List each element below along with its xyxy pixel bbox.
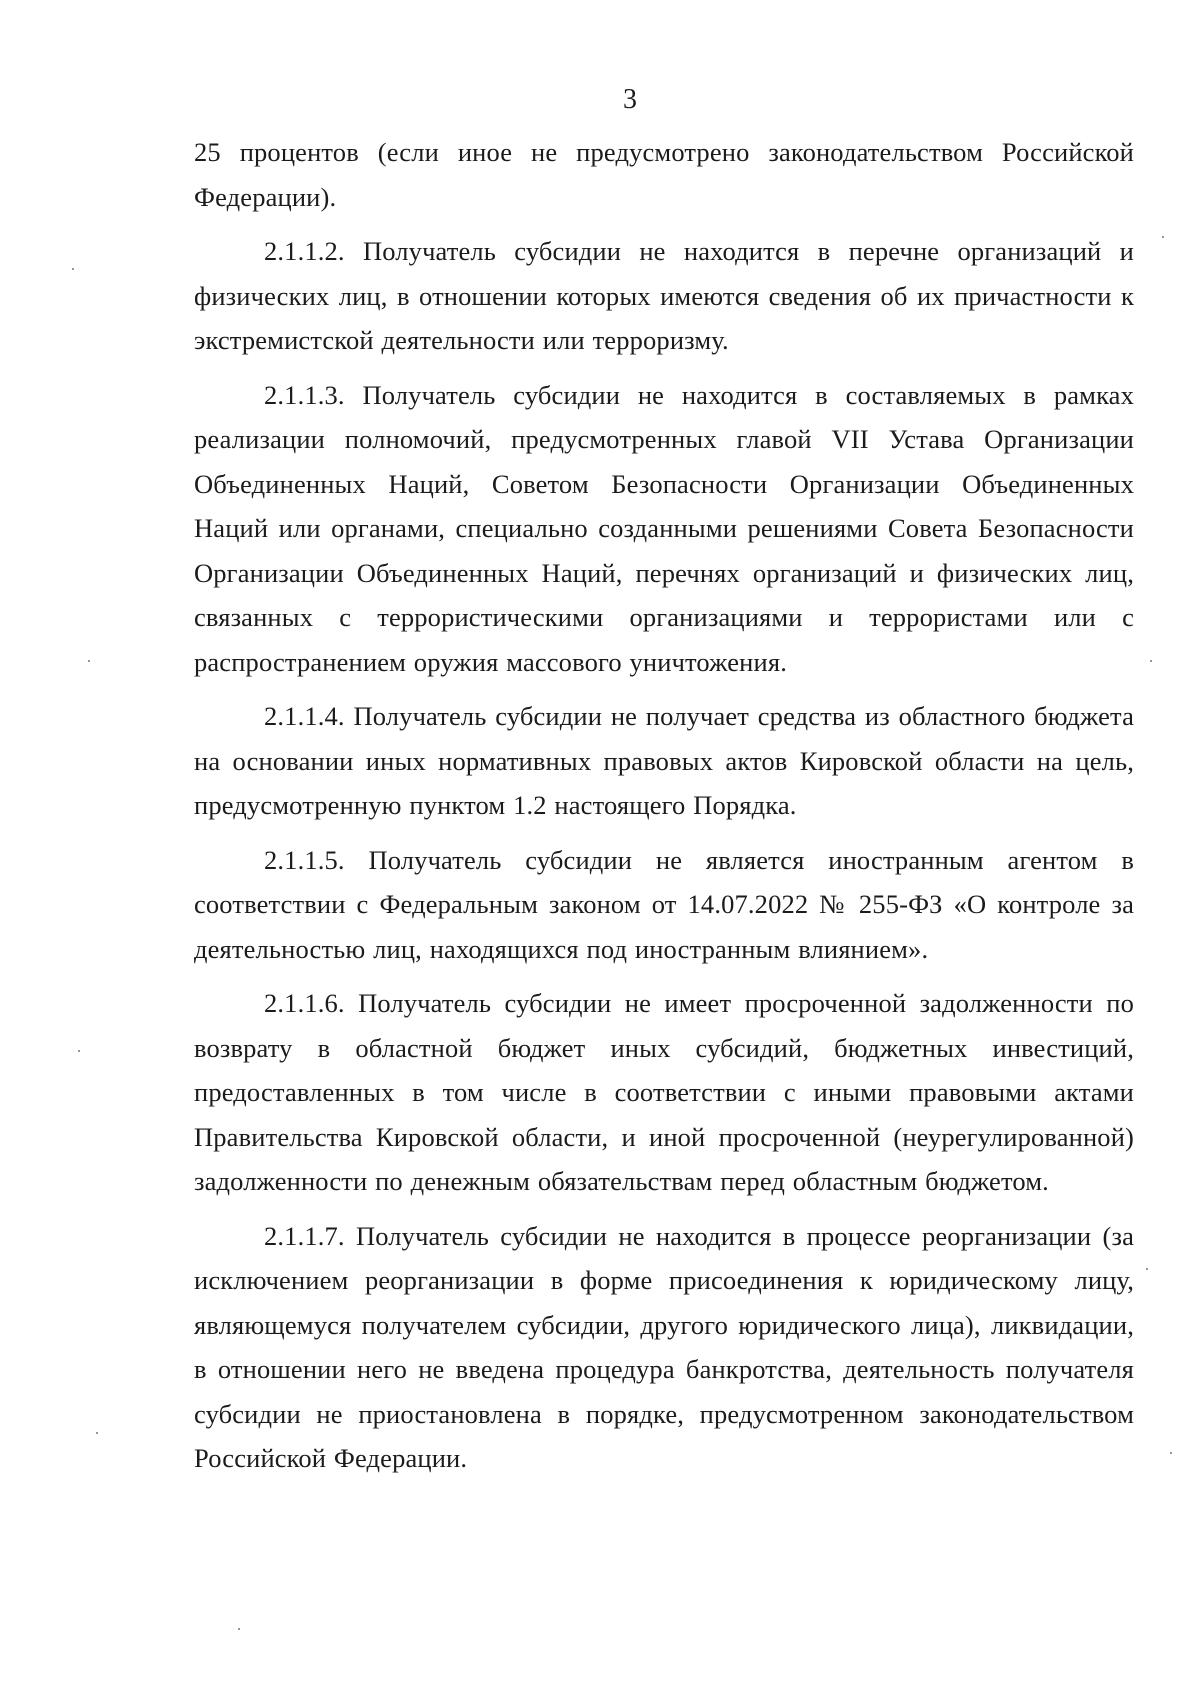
- scan-speck: [1162, 236, 1164, 238]
- paragraph-continuation: 25 процентов (если иное не предусмотрено законодательством Российской Федерации).: [194, 137, 1134, 212]
- paragraph-2-1-1-3: 2.1.1.3. Получатель субсидии не находится в составляемых в рамках реализации полномочий, предусмотренных главой VII Устава Организации Объединенных Наций, Советом Безопасности Организации Объединенных Наций или органами, специально созданными решениями Совета Безопасности Организации Объединенных Наций, перечнях организаций и физических лиц, связанных с террористическими организациями и террористами или с распространением оружия массового уничтожения.: [194, 379, 1134, 677]
- paragraph-2-1-1-6: 2.1.1.6. Получатель субсидии не имеет просроченной задолженности по возврату в областной бюджет иных субсидий, бюджетных инвестиций, предоставленных в том числе в соответствии с иными правовыми актами Правительства Кировской области, и иной просроченной (неурегулированной) задолженности по денежным обязательствам перед областным бюджетом.: [194, 988, 1134, 1196]
- paragraph-2-1-1-7: 2.1.1.7. Получатель субсидии не находится в процессе реорганизации (за исключением реорганизации в форме присоединения к юридическому лицу, являющемуся получателем субсидии, другого юридического лица), ликвидации, в отношении него не введена процедура банкротства, деятельность получателя субсидии не приостановлена в порядке, предусмотренном законодательством Российской Федерации.: [194, 1220, 1134, 1473]
- document-body: [194, 130, 1134, 1491]
- scan-speck: [88, 660, 90, 662]
- scan-speck: [78, 1050, 80, 1052]
- paragraph-2-1-1-4: 2.1.1.4. Получатель субсидии не получает средства из областного бюджета на основании иных нормативных правовых актов Кировской области на цель, предусмотренную пунктом 1.2 настоящего Порядка.: [194, 701, 1134, 820]
- scan-speck: [72, 268, 74, 270]
- scan-speck: [1170, 1452, 1172, 1454]
- scan-speck: [238, 1628, 240, 1630]
- scan-speck: [1150, 660, 1152, 662]
- paragraph-2-1-1-2: 2.1.1.2. Получатель субсидии не находится в перечне организаций и физических лиц, в отношении которых имеются сведения об их причастности к экстремистской деятельности или терроризму.: [194, 236, 1134, 355]
- scan-speck: [1146, 1268, 1148, 1270]
- scan-speck: [96, 1432, 98, 1434]
- page-number: 3: [623, 84, 637, 115]
- paragraph-2-1-1-5: 2.1.1.5. Получатель субсидии не является иностранным агентом в соответствии с Федеральным законом от 14.07.2022 № 255-ФЗ «О контроле за деятельностью лиц, находящихся под иностранным влиянием».: [194, 844, 1134, 964]
